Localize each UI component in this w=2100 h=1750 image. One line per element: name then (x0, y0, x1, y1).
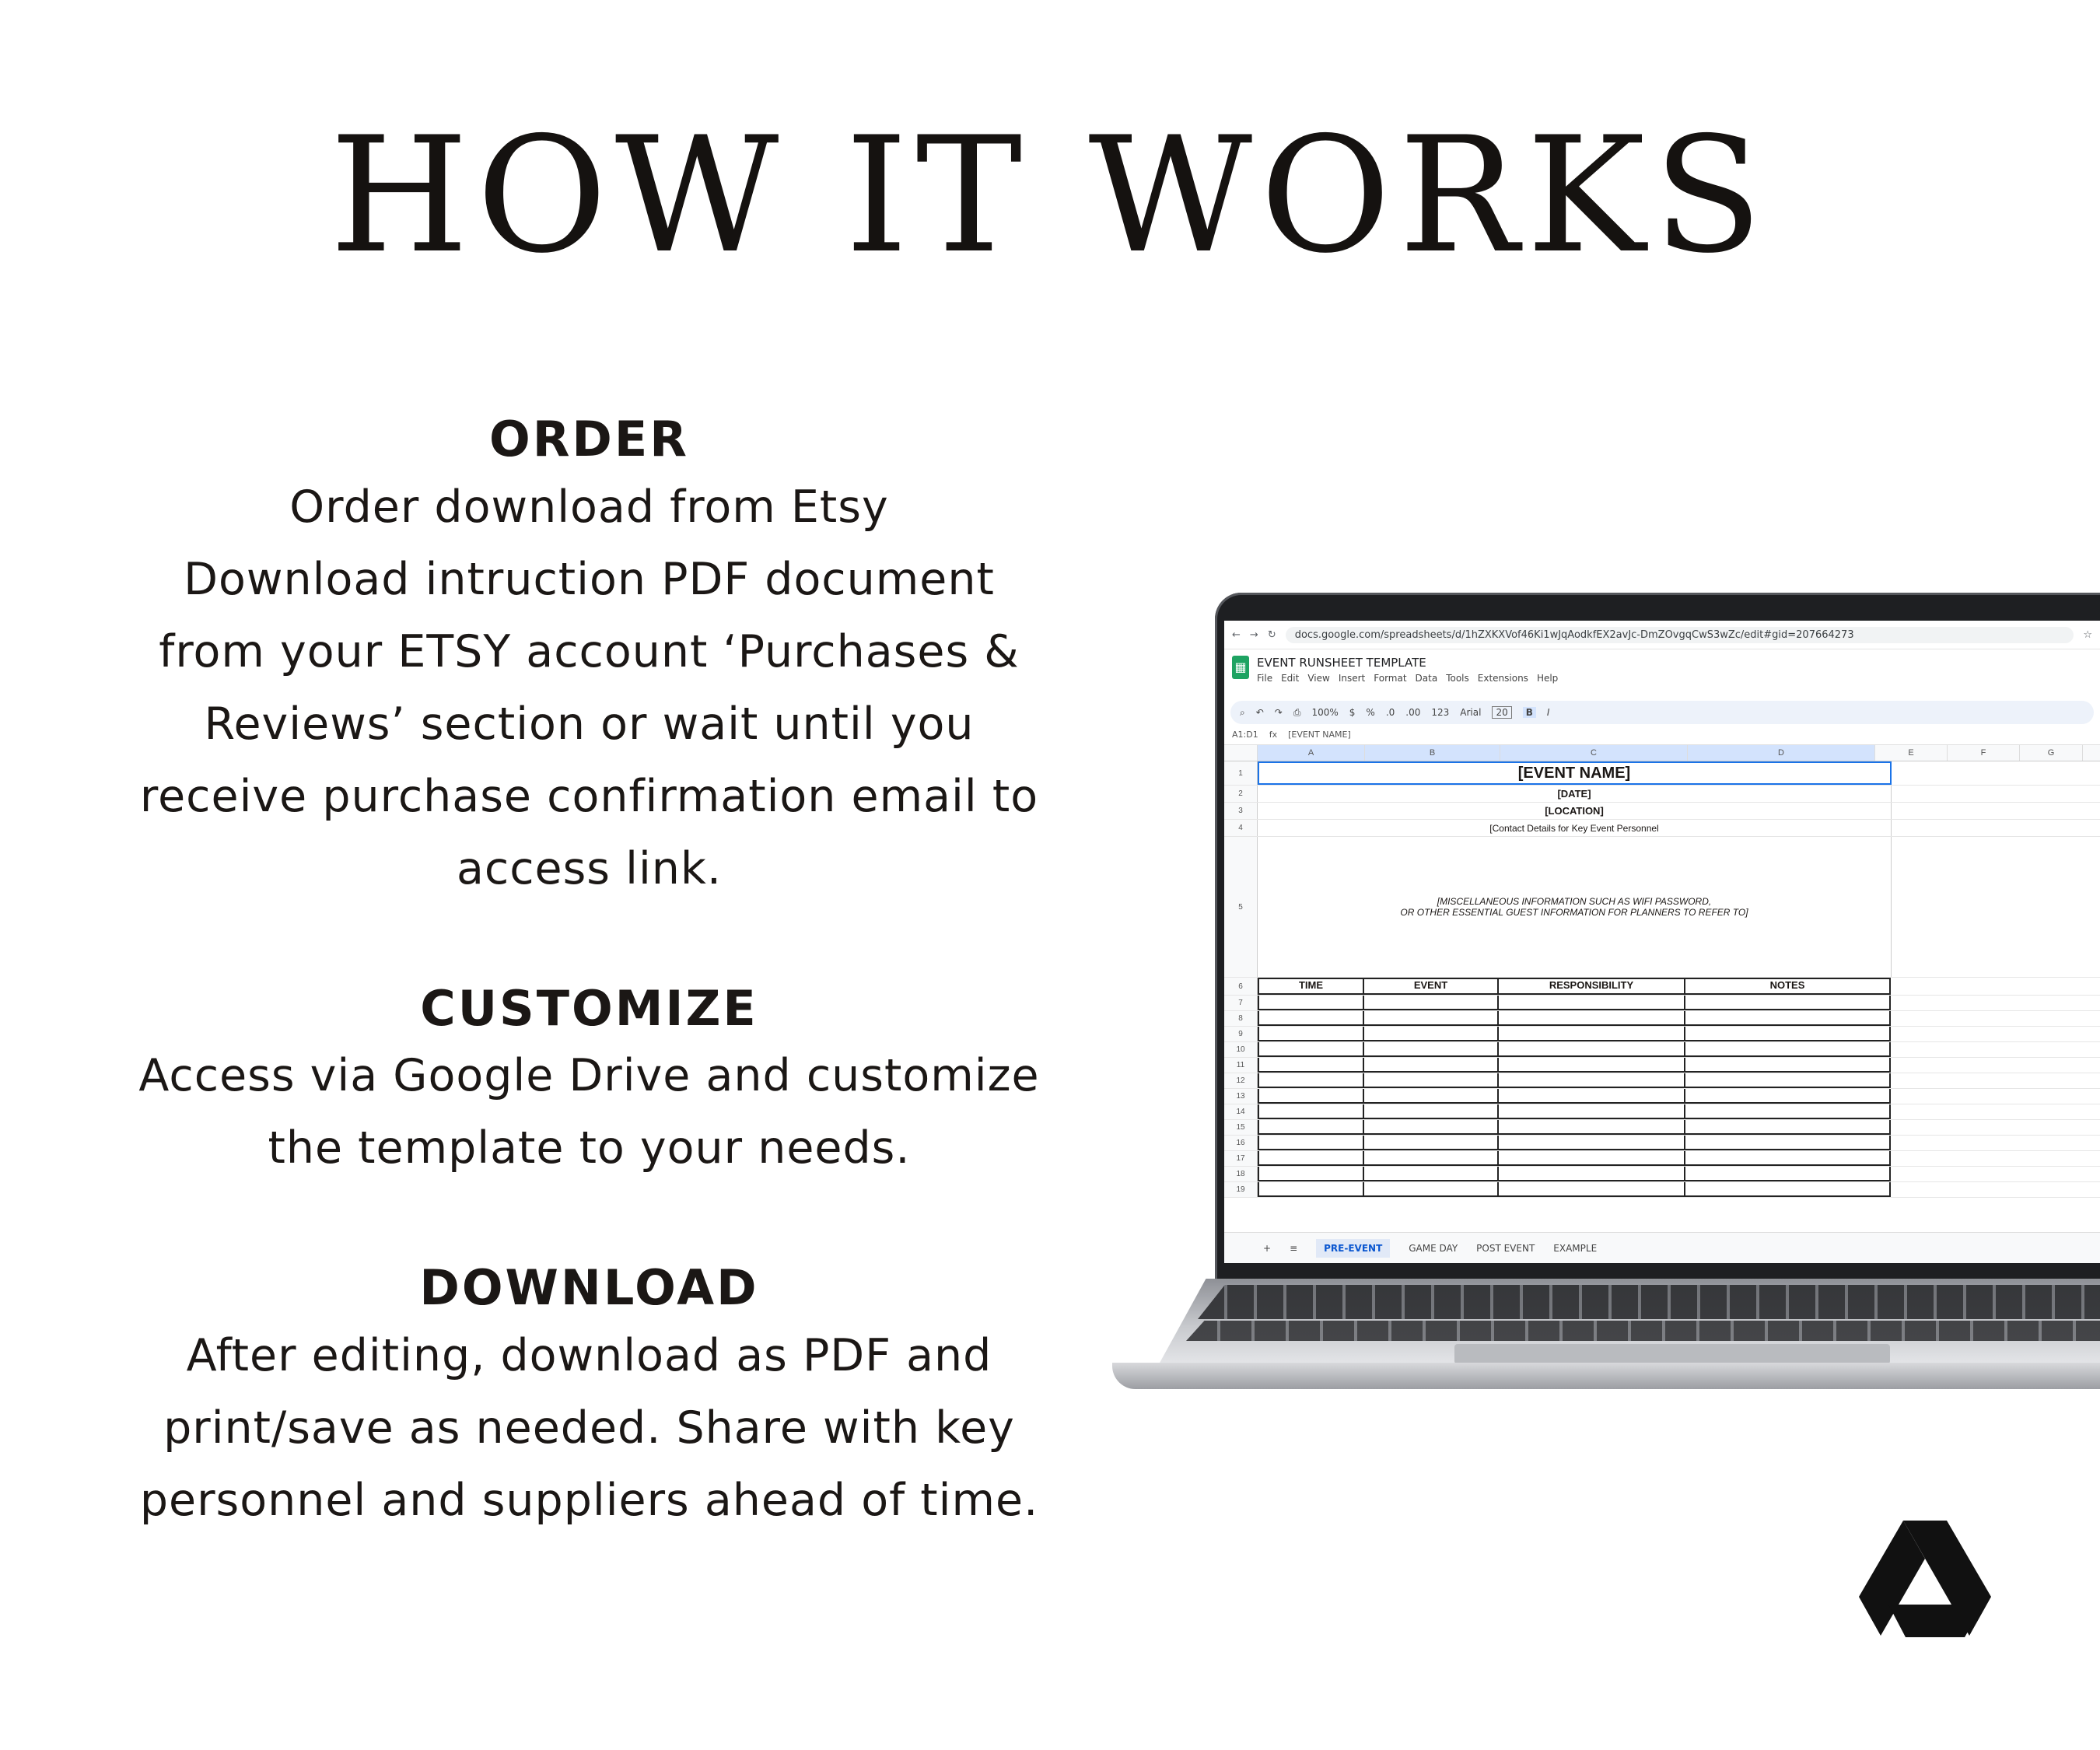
row-number[interactable]: 12 (1224, 1073, 1258, 1088)
tab-post-event[interactable]: POST EVENT (1476, 1242, 1535, 1254)
undo-icon[interactable]: ↶ (1255, 707, 1264, 718)
tab-game-day[interactable]: GAME DAY (1409, 1242, 1458, 1254)
step-heading: CUSTOMIZE (420, 979, 758, 1037)
row-number[interactable]: 15 (1224, 1120, 1258, 1135)
table-cell[interactable] (1364, 1042, 1499, 1057)
step-line: from your ETSY account ‘Purchases & (159, 625, 1020, 677)
table-header[interactable]: RESPONSIBILITY (1499, 979, 1685, 995)
name-box[interactable]: A1:D1 (1232, 729, 1258, 740)
table-cell[interactable] (1364, 1136, 1499, 1150)
step-line: receive purchase confirmation email to (139, 770, 1039, 822)
step-customize (101, 978, 1077, 1185)
misc-line: [MISCELLANEOUS INFORMATION SUCH AS WIFI PASSWORD, (1437, 896, 1712, 907)
sheet-header (1224, 649, 2100, 701)
bold-button[interactable]: B (1523, 707, 1536, 718)
table-cell[interactable] (1364, 1011, 1499, 1026)
add-sheet-icon[interactable]: + (1263, 1242, 1272, 1254)
table-cell[interactable] (1499, 1011, 1685, 1026)
table-row: 4 [Contact Details for Key Event Personnel (1224, 820, 2100, 837)
table-cell[interactable] (1258, 1058, 1364, 1073)
font-select[interactable]: Arial (1460, 707, 1482, 718)
table-row (1224, 1027, 2100, 1042)
date-cell[interactable]: [DATE] (1258, 786, 1892, 802)
column-headers (1224, 745, 2100, 761)
row-number[interactable]: 17 (1224, 1151, 1258, 1166)
table-cell[interactable] (1364, 1089, 1499, 1104)
misc-line: OR OTHER ESSENTIAL GUEST INFORMATION FOR PLANNERS TO REFER TO] (1400, 907, 1748, 918)
menu-extensions[interactable]: Extensions (1477, 673, 1528, 684)
table-cell[interactable] (1258, 1182, 1364, 1197)
table-cell[interactable] (1685, 1120, 1891, 1135)
back-icon[interactable]: ← (1232, 628, 1241, 641)
table-cell[interactable] (1685, 1073, 1891, 1088)
forward-icon[interactable]: → (1249, 628, 1258, 641)
step-line: Reviews’ section or wait until you (204, 698, 975, 750)
step-line: After editing, download as PDF and (186, 1329, 992, 1381)
table-cell[interactable] (1499, 1089, 1685, 1104)
table-cell[interactable] (1258, 1073, 1364, 1088)
reload-icon[interactable]: ↻ (1267, 628, 1276, 641)
table-cell[interactable] (1364, 1182, 1499, 1197)
browser-bar (1224, 621, 2100, 649)
decrease-decimal-button[interactable]: .0 (1385, 707, 1395, 718)
table-cell[interactable] (1685, 1151, 1891, 1166)
column-header[interactable]: C (1500, 745, 1688, 761)
column-header[interactable]: E (1875, 745, 1948, 761)
row-number[interactable]: 9 (1224, 1027, 1258, 1041)
row-number[interactable]: 14 (1224, 1104, 1258, 1119)
table-cell[interactable] (1499, 996, 1685, 1010)
laptop-base (1112, 1279, 2100, 1395)
table-cell[interactable] (1685, 1089, 1891, 1104)
table-cell[interactable] (1258, 1167, 1364, 1181)
table-row (1224, 1104, 2100, 1120)
sheet-tabs (1224, 1232, 2100, 1263)
column-header[interactable]: F (1948, 745, 2020, 761)
table-header-row: 6 TIME EVENT RESPONSIBILITY NOTES (1224, 978, 2100, 996)
table-cell[interactable] (1685, 1058, 1891, 1073)
row-number[interactable]: 16 (1224, 1136, 1258, 1150)
step-download (101, 1257, 1077, 1537)
misc-info-cell[interactable] (1258, 837, 1892, 977)
table-cell[interactable] (1364, 1120, 1499, 1135)
italic-button[interactable]: I (1546, 707, 1550, 718)
table-row (1224, 1042, 2100, 1058)
number-format-button[interactable]: 123 (1431, 707, 1450, 718)
table-cell[interactable] (1499, 1027, 1685, 1041)
table-cell[interactable] (1364, 1027, 1499, 1041)
table-cell[interactable] (1364, 1151, 1499, 1166)
contact-cell[interactable]: [Contact Details for Key Event Personnel (1258, 820, 1892, 836)
table-header[interactable]: TIME (1258, 979, 1364, 995)
table-row: 2 [DATE] (1224, 786, 2100, 803)
menu-edit[interactable]: Edit (1281, 673, 1300, 684)
currency-button[interactable]: $ (1349, 707, 1356, 718)
table-row: 3 [LOCATION] (1224, 803, 2100, 820)
table-cell[interactable] (1499, 1104, 1685, 1119)
table-cell[interactable] (1364, 1058, 1499, 1073)
table-cell[interactable] (1685, 1104, 1891, 1119)
step-order (101, 408, 1077, 905)
table-cell[interactable] (1258, 1136, 1364, 1150)
table-cell[interactable] (1499, 1136, 1685, 1150)
menu-data[interactable]: Data (1415, 673, 1438, 684)
laptop-screen (1224, 621, 2100, 1263)
column-header[interactable]: B (1365, 745, 1500, 761)
table-row (1224, 1151, 2100, 1167)
tab-pre-event[interactable]: PRE-EVENT (1316, 1239, 1390, 1258)
table-row: 1 [EVENT NAME] (1224, 761, 2100, 786)
table-cell[interactable] (1364, 996, 1499, 1010)
table-cell[interactable] (1499, 1182, 1685, 1197)
zoom-select[interactable]: 100% (1311, 707, 1339, 718)
table-cell[interactable] (1258, 1027, 1364, 1041)
sheets-logo-icon[interactable]: ▦ (1232, 656, 1249, 679)
tab-example[interactable]: EXAMPLE (1553, 1242, 1598, 1254)
step-line: print/save as needed. Share with key (163, 1402, 1015, 1454)
table-cell[interactable] (1258, 1011, 1364, 1026)
column-header[interactable]: D (1688, 745, 1875, 761)
step-heading: ORDER (488, 411, 689, 467)
table-row (1224, 1136, 2100, 1151)
all-sheets-icon[interactable]: ≡ (1290, 1242, 1298, 1254)
steps (101, 408, 1077, 1609)
table-row (1224, 996, 2100, 1011)
print-icon[interactable]: ⎙ (1293, 706, 1301, 718)
table-cell[interactable] (1258, 1120, 1364, 1135)
row-number[interactable]: 8 (1224, 1011, 1258, 1026)
table-body (1224, 996, 2100, 1198)
location-cell[interactable]: [LOCATION] (1258, 803, 1892, 819)
table-cell[interactable] (1499, 1073, 1685, 1088)
google-drive-icon (1859, 1521, 1991, 1637)
table-cell[interactable] (1685, 1182, 1891, 1197)
event-name-cell[interactable]: [EVENT NAME] (1258, 761, 1892, 785)
menu-help[interactable]: Help (1536, 673, 1559, 684)
table-cell[interactable] (1499, 1042, 1685, 1057)
table-cell[interactable] (1499, 1120, 1685, 1135)
row-number[interactable]: 13 (1224, 1089, 1258, 1104)
step-line: Download intruction PDF document (184, 553, 995, 605)
step-line: personnel and suppliers ahead of time. (139, 1474, 1039, 1526)
table-row (1224, 1182, 2100, 1198)
page-title: HOW IT WORKS (329, 103, 1771, 289)
table-cell[interactable] (1258, 1151, 1364, 1166)
fx-icon: fx (1269, 729, 1278, 740)
formula-bar (1224, 724, 2100, 745)
row-number[interactable]: 19 (1224, 1182, 1258, 1197)
table-cell[interactable] (1499, 1167, 1685, 1181)
doc-title[interactable]: EVENT RUNSHEET TEMPLATE (1257, 656, 1426, 670)
table-cell[interactable] (1364, 1104, 1499, 1119)
table-cell[interactable] (1258, 1042, 1364, 1057)
table-row: 5 [MISCELLANEOUS INFORMATION SUCH AS WIFI PASSWORD, OR OTHER ESSENTIAL GUEST INFORMATION FOR PLANNERS TO REFER TO] (1224, 837, 2100, 978)
table-row (1224, 1089, 2100, 1104)
menu-tools[interactable]: Tools (1446, 673, 1469, 684)
redo-icon[interactable]: ↷ (1274, 707, 1283, 718)
step-line: access link. (456, 842, 723, 894)
table-row (1224, 1167, 2100, 1182)
row-number[interactable]: 10 (1224, 1042, 1258, 1057)
step-line: Order download from Etsy (289, 481, 889, 533)
search-icon[interactable]: ⌕ (1240, 706, 1245, 718)
column-header[interactable]: A (1258, 745, 1365, 761)
table-cell[interactable] (1685, 1027, 1891, 1041)
table-header[interactable]: EVENT (1364, 979, 1499, 995)
star-icon[interactable]: ☆ (2083, 628, 2092, 641)
keyboard (1198, 1285, 2100, 1319)
increase-decimal-button[interactable]: .00 (1405, 707, 1421, 718)
table-header[interactable]: NOTES (1685, 979, 1891, 995)
table-row (1224, 1058, 2100, 1073)
row-number[interactable]: 7 (1224, 996, 1258, 1010)
percent-button[interactable]: % (1366, 707, 1375, 718)
table-row (1224, 1073, 2100, 1089)
table-cell[interactable] (1364, 1073, 1499, 1088)
table-cell[interactable] (1685, 1167, 1891, 1181)
row-number[interactable]: 11 (1224, 1058, 1258, 1073)
sheet-toolbar (1230, 701, 2094, 724)
font-size-input[interactable]: 20 (1492, 706, 1511, 719)
table-row (1224, 1120, 2100, 1136)
step-line: Access via Google Drive and customize (138, 1050, 1040, 1102)
table-cell[interactable] (1258, 1104, 1364, 1119)
menu-file[interactable]: File (1257, 673, 1273, 684)
table-cell[interactable] (1499, 1151, 1685, 1166)
table-cell[interactable] (1499, 1058, 1685, 1073)
trackpad (1454, 1344, 1890, 1364)
table-cell[interactable] (1685, 1042, 1891, 1057)
table-cell[interactable] (1258, 1089, 1364, 1104)
column-header[interactable]: G (2020, 745, 2083, 761)
menu-insert[interactable]: Insert (1338, 673, 1366, 684)
sheet-grid (1224, 745, 2100, 1198)
menu-bar (1257, 673, 1558, 684)
step-line: the template to your needs. (268, 1122, 911, 1174)
formula-input[interactable]: [EVENT NAME] (1288, 729, 1351, 740)
table-cell[interactable] (1685, 1136, 1891, 1150)
menu-format[interactable]: Format (1374, 673, 1407, 684)
table-cell[interactable] (1258, 996, 1364, 1010)
table-cell[interactable] (1364, 1167, 1499, 1181)
laptop-mockup (1112, 593, 2100, 1394)
url-input[interactable]: docs.google.com/spreadsheets/d/1hZXKXVof46Ki1wJqAodkfEX2avJc-DmZOvgqCwS3wZc/edit#gid=207664273 (1286, 627, 2074, 643)
row-number[interactable]: 18 (1224, 1167, 1258, 1181)
menu-view[interactable]: View (1307, 673, 1330, 684)
table-row (1224, 1011, 2100, 1027)
table-cell[interactable] (1685, 1011, 1891, 1026)
table-cell[interactable] (1685, 996, 1891, 1010)
step-heading: DOWNLOAD (419, 1259, 759, 1317)
